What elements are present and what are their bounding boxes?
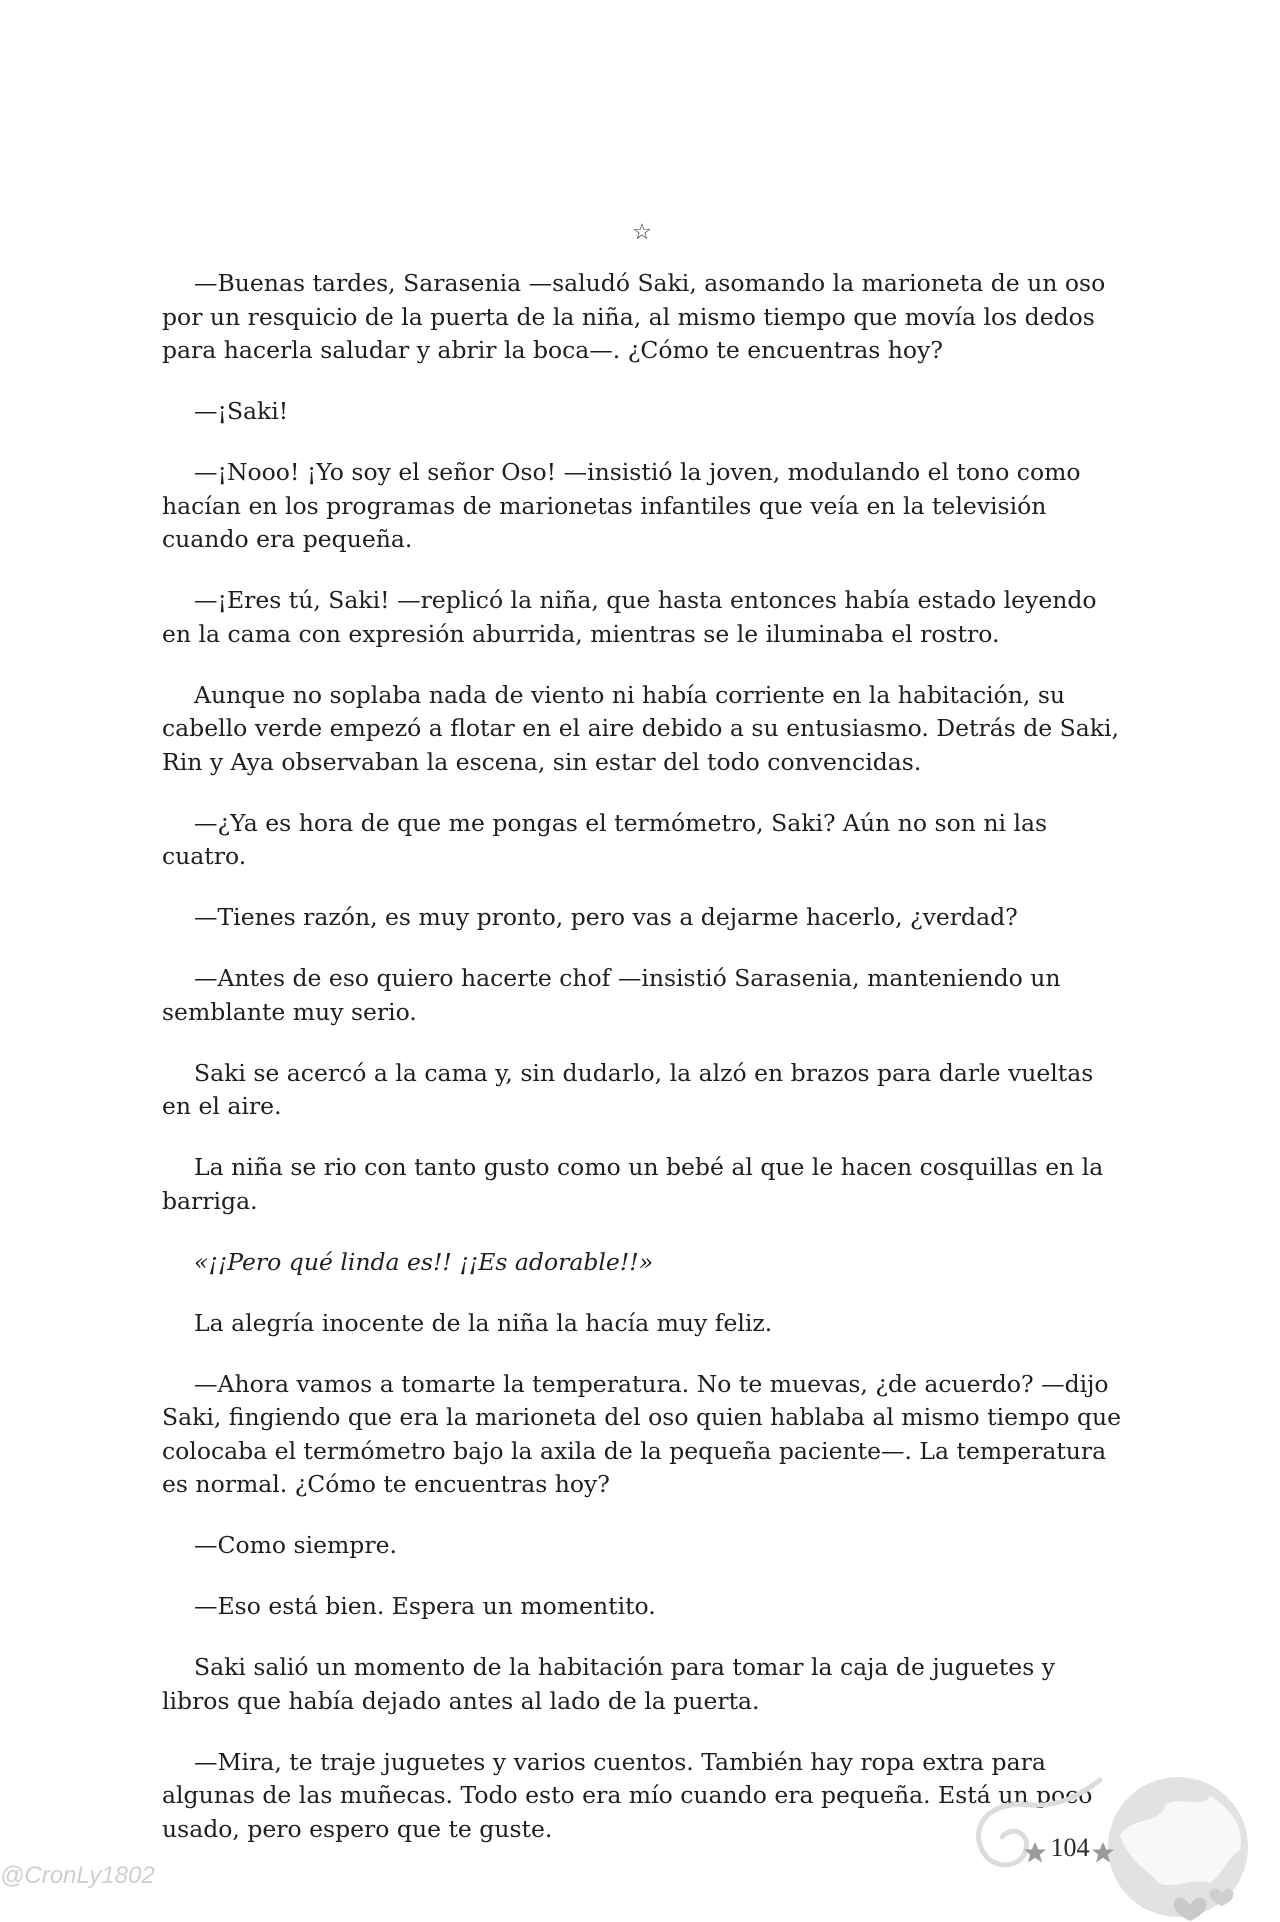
paragraph-6: —¿Ya es hora de que me pongas el termómetro, Saki? Aún no son ni las cuatro. [162, 808, 1048, 870]
paragraph-2: —¡Saki! [194, 397, 289, 425]
paragraph-4: —¡Eres tú, Saki! —replicó la niña, que hasta entonces había estado leyendo en la cama con expresión aburrida, mientras se le iluminaba el rostro. [162, 586, 1097, 648]
page-number: 104 [1050, 1833, 1090, 1862]
paragraph-12: La alegría inocente de la niña la hacía muy feliz. [194, 1308, 773, 1337]
page-ornament [960, 1765, 1270, 1922]
paragraph-5: Aunque no soplaba nada de viento ni había corriente en la habitación, su cabello verde empezó a flotar en el aire debido a su entusiasmo. Detrás de Saki, Rin y Aya observaban la escena, sin estar del todo convencidas. [162, 680, 1120, 776]
paragraph-7: —Tienes razón, es muy pronto, pero vas a dejarme hacerlo, ¿verdad? [194, 903, 1018, 931]
moon-icon [1108, 1777, 1248, 1921]
paragraph-8: —Antes de eso quiero hacerte chof —insistió Sarasenia, manteniendo un semblante muy serio. [162, 964, 1061, 1026]
paragraph-14: —Como siempre. [194, 1531, 397, 1559]
paragraph-13: —Ahora vamos a tomarte la temperatura. No te muevas, ¿de acuerdo? —dijo Saki, fingiendo que era la marioneta del oso quien hablaba al mismo tiempo que colocaba el termómetro bajo la axila de la pequeña paciente—. La temperatura es normal. ¿Cómo te encuentras hoy? [162, 1369, 1122, 1498]
paragraph-1: —Buenas tardes, Sarasenia —saludó Saki, asomando la marioneta de un oso por un resquicio de la puerta de la niña, al mismo tiempo que movía los dedos para hacerla saludar y abrir la boca—. ¿Cómo te encuentras hoy? [162, 269, 1106, 364]
page-content [162, 220, 1122, 1874]
paragraph-10: La niña se rio con tanto gusto como un bebé al que le hacen cosquillas en la barriga. [162, 1153, 1104, 1215]
paragraph-11-thought: «¡¡Pero qué linda es!! ¡¡Es adorable!!» [194, 1247, 654, 1276]
paragraph-15: —Eso está bien. Espera un momentito. [194, 1592, 656, 1620]
paragraph-9: Saki se acercó a la cama y, sin dudarlo, la alzó en brazos para darle vueltas en el aire. [162, 1058, 1094, 1120]
paragraph-3: —¡Nooo! ¡Yo soy el señor Oso! —insistió la joven, modulando el tono como hacían en los programas de marionetas infantiles que veía en la televisión cuando era pequeña. [162, 458, 1081, 553]
watermark: @CronLy1802 [0, 1862, 155, 1889]
paragraph-17: —Mira, te traje juguetes y varios cuentos. También hay ropa extra para algunas de las muñecas. Todo esto era mío cuando era pequeña. Está un poco usado, pero espero que te guste. [162, 1747, 1093, 1843]
section-star-icon: ☆ [632, 220, 652, 245]
paragraph-16: Saki salió un momento de la habitación para tomar la caja de juguetes y libros que había dejado antes al lado de la puerta. [162, 1653, 1055, 1715]
